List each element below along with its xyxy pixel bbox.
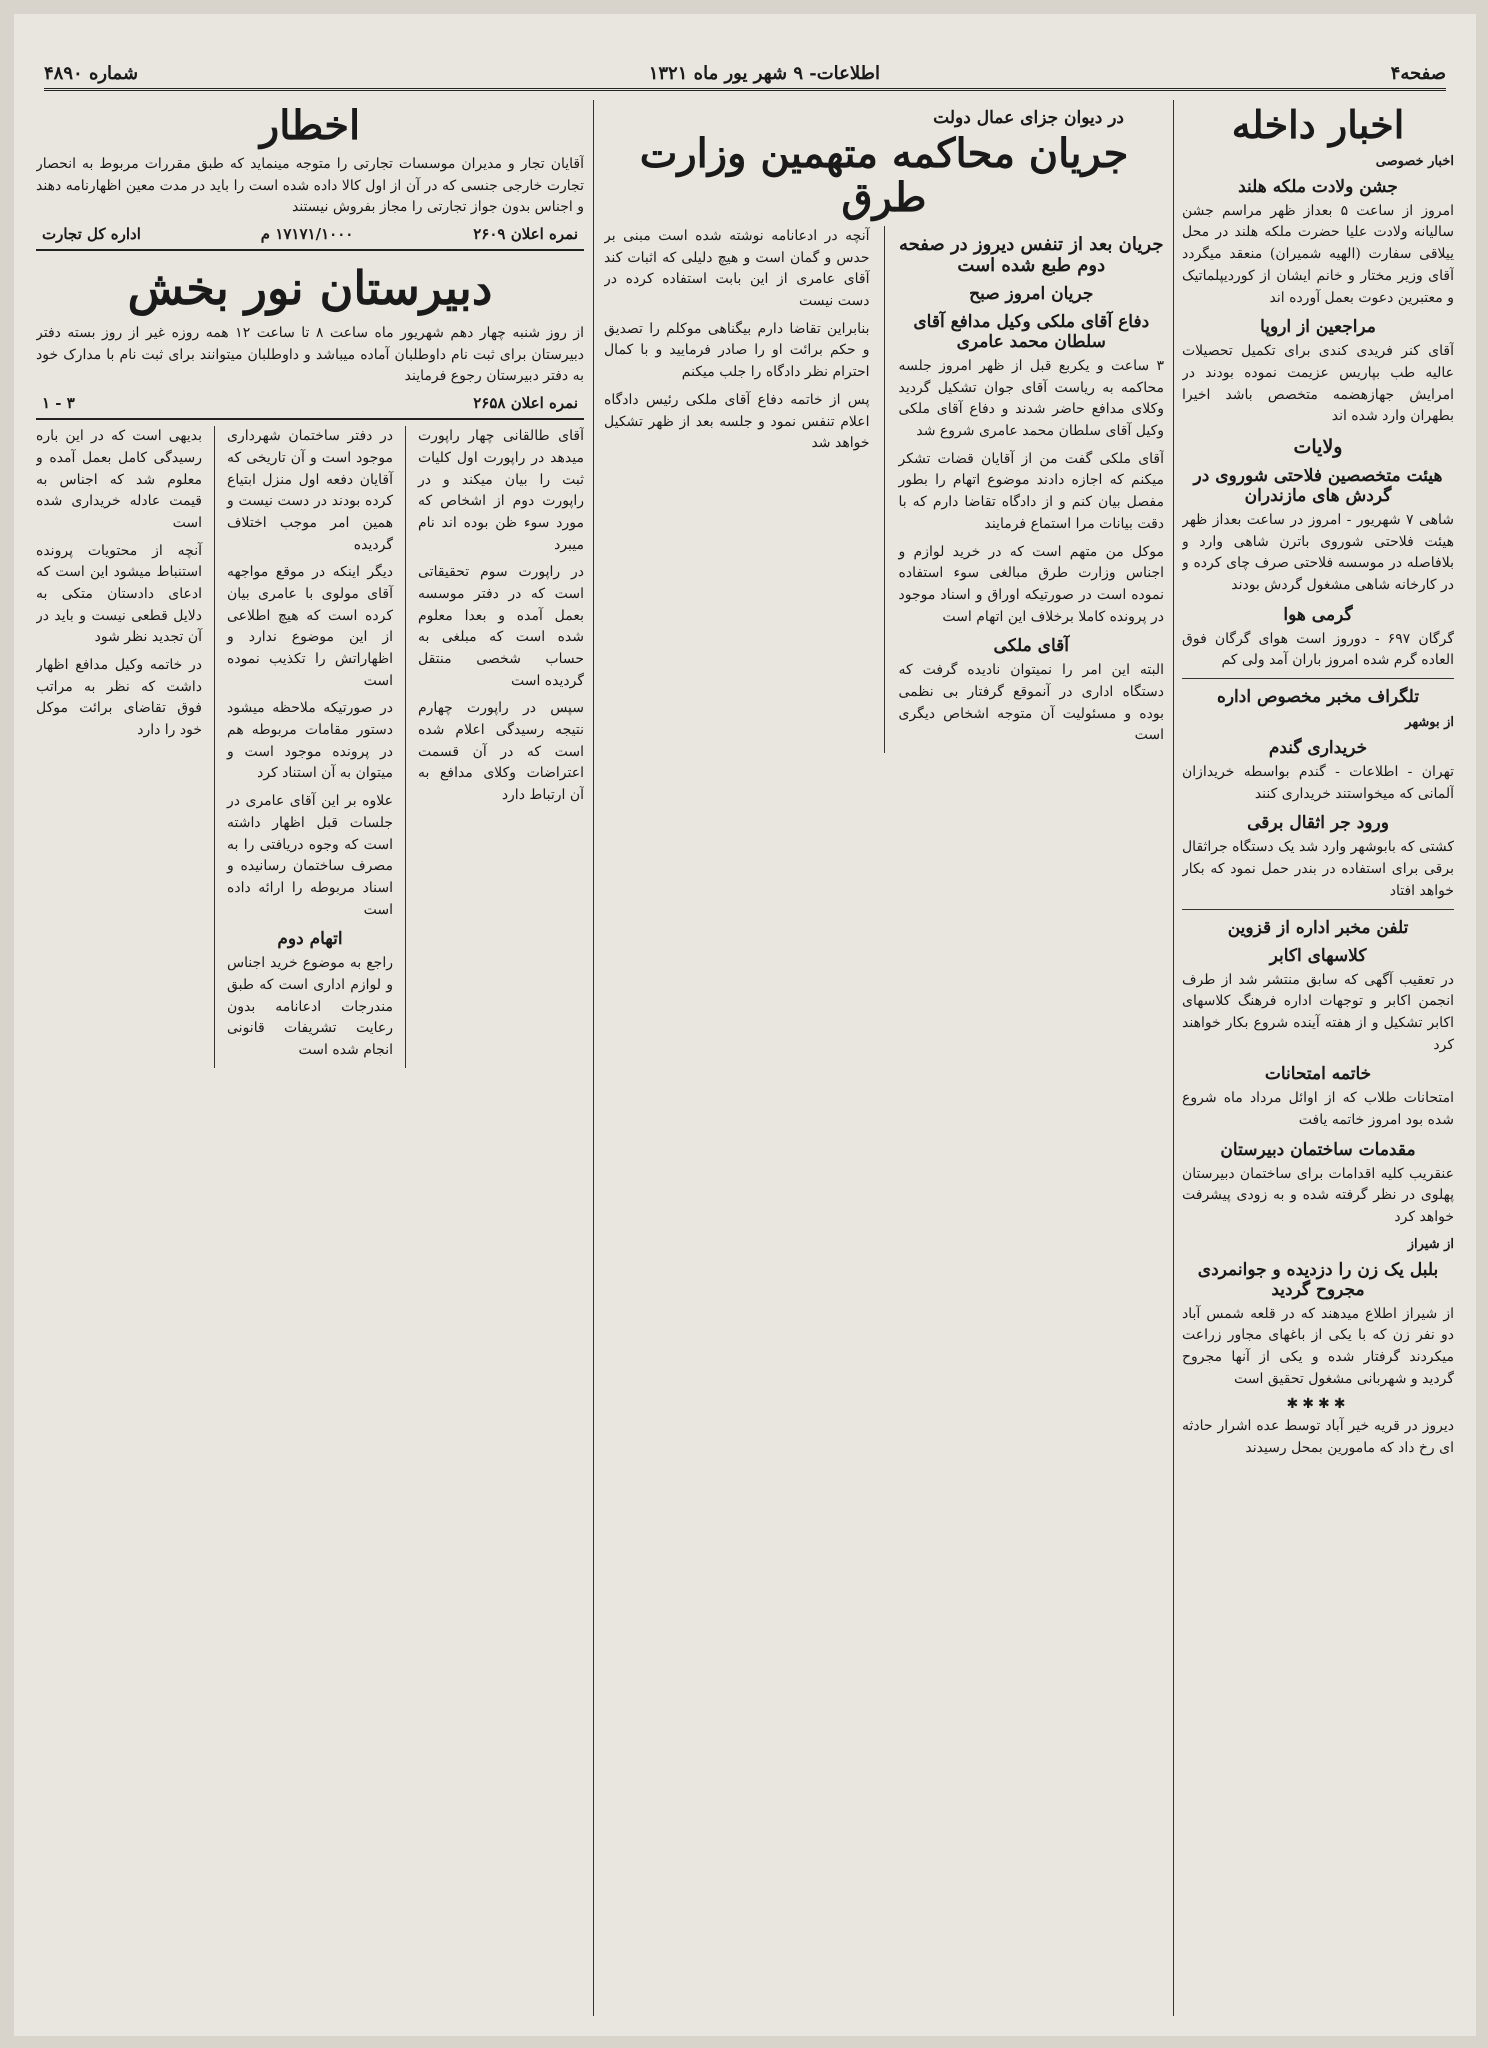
section-title: ولایات [1293,435,1343,458]
notice-ad-number: نمره اعلان ۲۶۰۹ [473,225,578,244]
story-title: گرمی هوا [1283,604,1353,625]
continued-paragraph: در صورتیکه ملاحظه میشود دستور مقامات مربوطه هم در پرونده موجود است و میتوان به آن استناد کرد [227,700,393,782]
dateline: از بوشهر [1405,715,1454,731]
page-number: صفحه۴ [1390,62,1446,84]
story-title: بلبل یک زن را دزدیده و جوانمردی مجروح گردید [1197,1259,1439,1300]
story-body: از شیراز اطلاع میدهند که در قلعه شمس آباد دو نفر زن که با یکی از باغهای مجاور زراعت میکردند گرفتار شده و یکی از آنها مجروح گردید و شهربانی مشغول تحقیق است [1182,1305,1454,1387]
trial-paragraph: پس از خاتمه دفاع آقای ملکی رئیس دادگاه اعلام تنفس نمود و جلسه بعد از ظهر تشکیل خواهد شد [604,391,870,452]
trial-paragraph: ۳ ساعت و یکربع قبل از ظهر امروز جلسه محاکمه به ریاست آقای جوان تشکیل گردید وکلای مدافع حاضر شدند و دفاع آقای ملکی وکیل آقای سلطان محمد عامری شروع شد [898,358,1164,440]
trial-subhead: آقای ملکی [993,636,1070,657]
school-count: ۳ - ۱ [42,394,75,413]
left-area [36,100,584,2016]
trial-paragraph: آقای ملکی گفت من از آقایان قضات تشکر میکنم که اجازه دادند موضوع اتهام را بطور مفصل بیان کنم و از دادگاه تقاضا دارم که با دقت بیانات مرا استماع فرمایند [898,450,1164,532]
story-body: دیروز در قریه خیر آباد توسط عده اشرار حادثه ای رخ داد که مامورین بمحل رسیدند [1182,1418,1454,1457]
page-header [44,58,1446,91]
section-title: تلفن مخبر اداره از قزوین [1227,917,1409,938]
trial-headline: جریان محاکمه متهمین وزارت طرق [639,130,1129,221]
continued-subhead: اتهام دوم [277,929,343,950]
continued-paragraph: در خاتمه وکیل مدافع اظهار داشت که نظر به مراتب فوق تقاضای برائت موکل خود را دارد [36,657,202,739]
continued-paragraph: راجع به موضوع خرید اجناس و لوازم اداری است که طبق مندرجات ادعانامه بدون رعایت تشریفات قانونی انجام شده است [227,955,393,1058]
continued-paragraph: سپس در راپورت چهارم نتیجه رسیدگی اعلام شده است که در آن قسمت اعتراضات وکلای مدافع به آن ارتباط دارد [418,700,584,804]
dateline: از شیراز [1407,1236,1454,1252]
story-body: امتحانات طلاب که از اوائل مرداد ماه شروع شده بود امروز خاتمه یافت [1182,1090,1454,1128]
story-body: گرگان ۶۹۷ - دوروز است هوای گرگان فوق العاده گرم شده امروز باران آمد ولی کم [1182,630,1454,669]
notice-body: آقایان تجار و مدیران موسسات تجارتی را متوجه مینماید که طبق مقررات مربوط به انحصار تجارت خارجی جنسی که در آن از اول کالا داده شده است را باید در مدت معین اظهارنامه دهند و اجناس بدون جواز تجارتی را مجاز بفروش نیستند [36,156,584,216]
newspaper-page [14,14,1476,2036]
continued-paragraph: علاوه بر این آقای عامری در جلسات قبل اظهار داشته است که وجوه دریافتی را به مصرف ساختمان رسانیده و اسناد مربوطه را ارائه داده است [227,793,393,918]
domestic-news-column [1182,100,1454,2016]
story-title: جشن ولادت ملکه هلند [1238,176,1398,197]
continued-paragraph: در دفتر ساختمان شهرداری موجود است و آن تاریخی که آقایان دفعه اول منزل ابتیاع کرده بودند در دست نیست و همین امر موجب اختلاف گردیده [227,428,393,553]
continued-paragraph: دیگر اینکه در موقع مواجهه آقای مولوی با عامری بیان کرده است که هیچ اطلاعی از این موضوع ندارد و اظهاراتش را تکذیب نموده است [227,564,393,689]
continued-paragraph: در راپورت سوم تحقیقاتی است که در دفتر موسسه بعمل آمده و بعدا معلوم شده است که مبلغی به حساب شخصی منتقل گردیده است [418,564,584,689]
story-body: امروز از ساعت ۵ بعداز ظهر مراسم جشن سالیانه ولادت علیا حضرت ملکه هلند در محل ییلاقی سفارت (الهیه شمیران) منعقد میگردد آقای وزیر مختار و خانم ایشان از کوردیپلماتیک و معتبرین دعوت بعمل آورده اند [1182,202,1454,306]
trial-paragraph: آنچه در ادعانامه نوشته شده است مبنی بر حدس و گمان است و هیچ دلیلی که اثبات کند آقای عامری از این بابت استفاده کرده در دست نیست [604,228,870,310]
story-title: مقدمات ساختمان دبیرستان [1220,1139,1416,1160]
story-title: خاتمه امتحانات [1264,1064,1372,1085]
trial-paragraph: موکل من متهم است که در خرید لوازم و اجناس وزارت طرق مبالغی سوء استفاده نموده است در صورتیکه اوراق و اسناد موجود در پرونده کاملا برخلاف این اتهام است [898,543,1164,625]
continued-paragraph: بدیهی است که در این باره رسیدگی کامل بعمل آمده و معلوم شد که اجناس به قیمت عادله خریداری شده است [36,428,202,531]
issue-date: اطلاعات- ۹ شهر یور ماه ۱۳۲۱ [648,62,880,84]
story-body: تهران - اطلاعات - گندم بواسطه خریدازان آلمانی که میخواستند خریداری کنند [1182,764,1454,802]
trial-subhead: جریان امروز صبح [969,284,1094,304]
trial-note: جریان بعد از تنفس دیروز در صفحه دوم طبع شده است [899,234,1164,276]
story-title: هیئت متخصصین فلاحتی شوروی در گردش های مازندران [1193,465,1443,506]
story-body: شاهی ۷ شهریور - امروز در ساعت بعداز ظهر هیئت فلاحتی شوروی باترن شاهی وارد و بلافاصله در موسسه فلاحتی صرف چای کرده و در کارخانه شاهی مشغول گردش بودند [1182,511,1454,594]
notice-title: اخطار [259,102,361,149]
continued-paragraph: آنچه از محتویات پرونده استنباط میشود این است که ادعای دادستان متکی به دلایل قطعی نیست و باید در آن تجدید نظر شود [36,542,202,646]
kicker: اخبار خصوصی [1375,153,1454,169]
notice-signature: اداره کل تجارت [42,225,141,244]
notice-ref: ۱۷۱۷۱/۱۰۰۰ م [260,225,354,244]
story-body: عنقریب کلیه اقدامات برای ساختمان دبیرستان پهلوی در نظر گرفته شده و به زودی پیشرفت خواهد کرد [1182,1165,1454,1226]
school-ad-number: نمره اعلان ۲۶۵۸ [473,394,578,413]
school-banner: دبیرستان نور بخش [127,261,493,316]
story-body: آقای کنر فریدی کندی برای تکمیل تحصیلات عالیه طب بپاریس عزیمت نموده بودند در امرایش جهازهضمه متخصص باشد اخیرا بطهران وارد شده اند [1182,343,1454,425]
continued-paragraph: آقای طالقانی چهار راپورت میدهد در راپورت اول کلیات ثبت را بیان میکند و در راپورت دوم از اشخاص که مورد سوء ظن بوده اند نام میبرد [418,428,584,553]
separator-stars: ✱✱✱✱ [1286,1396,1350,1413]
issue-number: شماره ۴۸۹۰ [44,62,139,84]
story-body: در تعقیب آگهی که سابق منتشر شد از طرف انجمن اکابر و توجهات اداره فرهنگ کلاسهای اکابر تشکیل و از هفته آینده شروع بکار خواهند کرد [1182,971,1454,1053]
trial-paragraph: البته این امر را نمیتوان نادیده گرفت که دستگاه اداری در آنموقع گرفتار بی نظمی بوده و مسئولیت آن متوجه اشخاص دیگری است [898,662,1164,744]
trial-report [604,100,1164,2016]
story-title: مراجعین از اروپا [1260,317,1376,338]
section-title: تلگراف مخبر مخصوص اداره [1216,687,1420,708]
story-title: کلاسهای اکابر [1269,945,1367,966]
story-body: کشتی که بابوشهر وارد شد یک دستگاه جراثقال برقی برای استفاده در بندر حمل نمود که بکار خواهد افتاد [1182,839,1454,899]
trial-kicker: در دیوان جزای عمال دولت [933,108,1124,128]
story-title: ورود جر اثقال برقی [1247,813,1389,834]
trial-paragraph: بنابراین تقاضا دارم بیگناهی موکلم را تصدیق و حکم برائت او را صادر فرمایید و با کمال احترام نظر دادگاه را جلب میکنم [604,320,870,381]
school-body: از روز شنبه چهار دهم شهریور ماه ساعت ۸ تا ساعت ۱۲ همه روزه غیر از روز بسته دفتر دبیرستان برای ثبت نام داوطلبان آماده میباشد و داوطلبان میتوانند برای ثبت نام با مدارک خود به دفتر دبیرستان رجوع فرمایند [36,325,584,385]
story-title: خریداری گندم [1268,738,1368,759]
masthead: اخبار داخله [1231,102,1405,147]
trial-subhead: دفاع آقای ملکی وکیل مدافع آقای سلطان محمد عامری [913,312,1150,352]
